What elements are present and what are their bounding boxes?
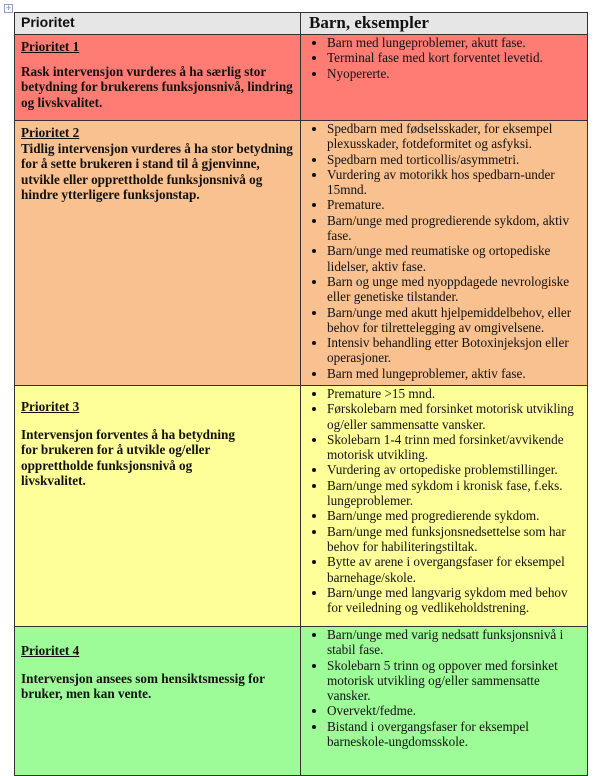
example-item: • Nyopererte. [327,66,581,81]
example-item: • Barn/unge med langvarig sykdom med behov for veiledning og vedlikeholdstrening. [327,585,581,616]
example-item: • Overvekt/fedme. [327,703,581,718]
example-item: • Bistand i overgangsfaser for eksempel barneskole-ungdomsskole. [327,719,581,750]
example-item: • Premature >15 mnd. [327,386,581,401]
example-item: • Skolebarn 5 trinn og oppover med forsinket motorisk utvikling og/eller sammensatte vansker. [327,658,581,704]
priority-description: Rask intervensjon vurderes å ha særlig stor betydning for brukerens funksjonsnivå, lindring og livskvalitet. [21,63,293,110]
example-item: • Barn/unge med progredierende sykdom, aktiv fase. [327,213,581,244]
priority-title: Prioritet 4 [21,643,80,658]
examples-list [301,121,587,381]
example-item: • Barn/unge med reumatiske og ortopediske lidelser, aktiv fase. [327,243,581,274]
examples-cell [301,386,588,627]
example-item: • Intensiv behandling etter Botoxinjeksjon eller operasjoner. [327,335,581,366]
priority-title: Prioritet 2 [21,125,80,140]
table-row [15,35,588,121]
example-item: • Vurdering av ortopediske problemstillinger. [327,462,581,477]
header-priority: Prioritet [15,13,301,35]
example-item: • Spedbarn med torticollis/asymmetri. [327,152,581,167]
example-item: • Barn og unge med nyoppdagede nevrologiske eller genetiske tilstander. [327,274,581,305]
priority-cell [15,627,301,776]
example-item: • Førskolebarn med forsinket motorisk utvikling og/eller sammensatte vansker. [327,401,581,432]
examples-list [301,627,587,749]
examples-cell [301,627,588,776]
table-row [15,386,588,627]
example-item: • Barn/unge med sykdom i kronisk fase, f.eks. lungeproblemer. [327,478,581,509]
header-row [15,13,588,35]
table-row [15,121,588,386]
table-row [15,627,588,776]
examples-cell [301,35,588,121]
table-move-handle-icon[interactable]: + [5,4,12,12]
priority-title: Prioritet 1 [21,39,80,54]
example-item: • Skolebarn 1-4 trinn med forsinket/avvikende motorisk utvikling. [327,432,581,463]
priority-description: Tidlig intervensjon vurderes å ha stor betydning for å sette brukeren i stand til å gjenvinne, utvikle eller opprettholde funksjonsnivå og hindre ytterligere funksjonstap. [21,140,293,202]
example-item: • Spedbarn med fødselsskader, for eksempel plexusskader, fotdeformitet og asfyksi. [327,121,581,152]
priority-description: Intervensjon forventes å ha betydning for brukeren for å utvikle og/eller opprettholde funksjonsnivå og livskvalitet. [21,426,235,488]
examples-list [301,35,587,81]
example-item: • Barn med lungeproblemer, akutt fase. [327,35,581,50]
example-item: • Barn/unge med progredierende sykdom. [327,508,581,523]
example-item: • Vurdering av motorikk hos spedbarn-under 15mnd. [327,167,581,198]
example-item: • Premature. [327,197,581,212]
example-item: • Barn med lungeproblemer, aktiv fase. [327,366,581,381]
examples-cell [301,121,588,386]
priority-description: Intervensjon ansees som hensiktsmessig for bruker, men kan vente. [21,670,265,701]
example-item: • Barn/unge med akutt hjelpemiddelbehov, eller behov for tilrettelegging av omgivelsene. [327,305,581,336]
priority-table [14,12,588,776]
header-examples: Barn, eksempler [301,13,588,35]
example-item: • Barn/unge med varig nedsatt funksjonsnivå i stabil fase. [327,627,581,658]
example-item: • Barn/unge med funksjonsnedsettelse som har behov for habiliteringstiltak. [327,524,581,555]
priority-cell [15,386,301,627]
priority-cell [15,35,301,121]
examples-list [301,386,587,615]
example-item: • Terminal fase med kort forventet levetid. [327,50,581,65]
priority-title: Prioritet 3 [21,399,80,414]
priority-cell [15,121,301,386]
example-item: • Bytte av arene i overgangsfaser for eksempel barnehage/skole. [327,554,581,585]
